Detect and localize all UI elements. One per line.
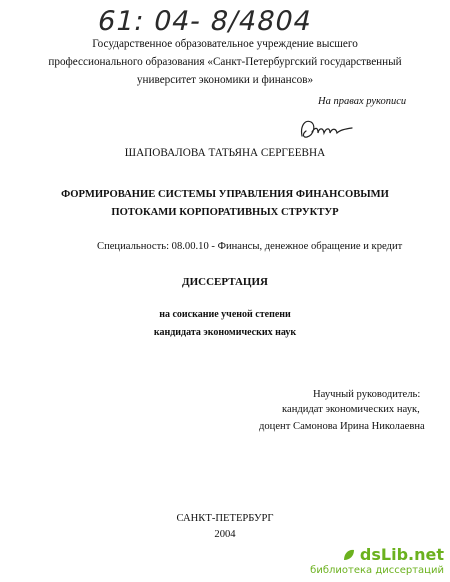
watermark: [310, 545, 444, 576]
institution-line-2: профессионального образования «Санкт-Петербургский государственный: [48, 56, 402, 68]
year: 2004: [214, 529, 236, 540]
leaf-icon: [342, 548, 356, 562]
manuscript-rights-note: На правах рукописи: [318, 96, 407, 107]
supervisor-heading: Научный руководитель:: [313, 389, 421, 400]
degree-line-1: на соискание ученой степени: [159, 309, 291, 320]
thesis-title-line-1: ФОРМИРОВАНИЕ СИСТЕМЫ УПРАВЛЕНИЯ ФИНАНСОВЫМИ: [61, 189, 389, 200]
supervisor-name: доцент Самонова Ирина Николаевна: [259, 421, 425, 432]
supervisor-degree: кандидат экономических наук,: [282, 404, 420, 415]
thesis-title-line-2: ПОТОКАМИ КОРПОРАТИВНЫХ СТРУКТУР: [111, 207, 339, 218]
institution-line-1: Государственное образовательное учреждение высшего: [92, 38, 358, 50]
author-name: ШАПОВАЛОВА ТАТЬЯНА СЕРГЕЕВНА: [124, 147, 326, 159]
watermark-logo: dsLib.net: [359, 545, 444, 564]
document-type: ДИССЕРТАЦИЯ: [182, 276, 268, 288]
watermark-subtitle: библиотека диссертаций: [310, 565, 444, 576]
speciality: Специальность: 08.00.10 - Финансы, денежное обращение и кредит: [97, 241, 403, 252]
handwritten-signature: [296, 116, 358, 142]
city: САНКТ-ПЕТЕРБУРГ: [176, 513, 274, 524]
institution-line-3: университет экономики и финансов»: [136, 74, 314, 86]
archive-stamp: 61: 04- 8/4804: [94, 6, 316, 37]
degree-line-2: кандидата экономических наук: [153, 327, 297, 338]
